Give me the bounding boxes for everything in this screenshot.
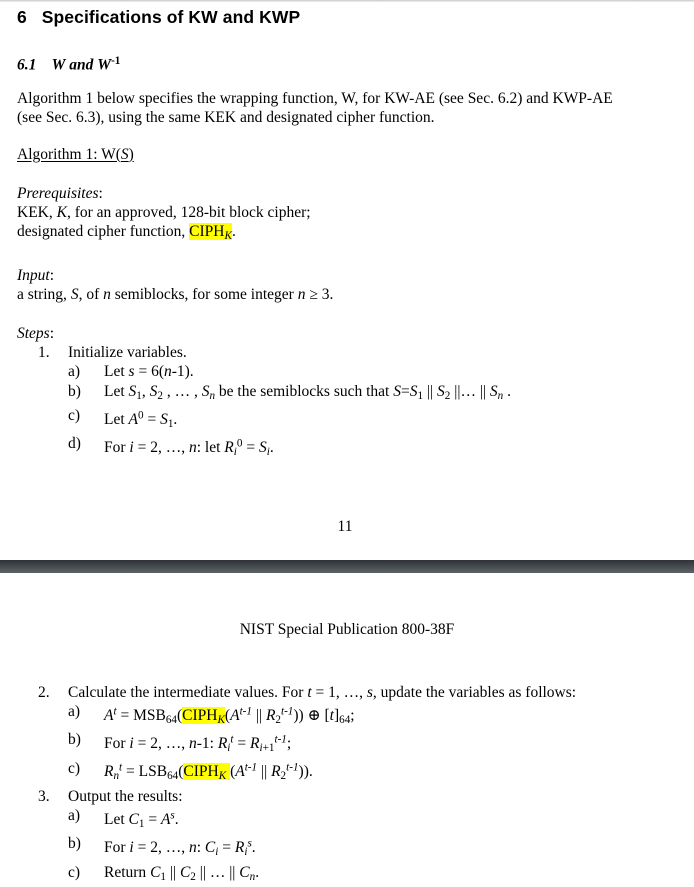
subsection-heading-gap <box>36 57 51 74</box>
step-number-2: 2. <box>38 683 50 701</box>
subsection-title-winv: W <box>97 56 112 74</box>
input-symbol-n2: n <box>297 285 306 303</box>
prereq-kek-text: KEK, <box>17 203 57 221</box>
algorithm-title-suffix: ) <box>128 145 134 163</box>
spacer <box>17 573 677 621</box>
input-text-d: ≥ 3. <box>305 285 334 303</box>
prerequisites-line-1 <box>17 203 677 222</box>
subsection-number: 6.1 <box>17 56 37 74</box>
ciph-highlight-2: $CIPH_K$ <box>182 706 225 726</box>
substep-item-3a <box>68 806 677 834</box>
substeps-list-3 <box>68 806 677 887</box>
intro-line-2: (see Sec. 6.3), using the same KEK and designated cipher function. <box>17 108 435 126</box>
substep-item-2c <box>68 759 677 787</box>
spacer <box>17 463 677 518</box>
input-text-b: , of <box>78 285 104 303</box>
substep-text-3b: For i = 2, …, n: $C_i = R_i^s$. <box>104 837 256 859</box>
step-text-3: Output the results: <box>68 787 183 805</box>
section-number: 6 <box>17 7 27 27</box>
prerequisites-label: Prerequisites <box>17 184 99 202</box>
intro-line-1: Algorithm 1 below specifies the wrapping function, W, for KW-AE (see Sec. 6.2) and KWP-AE <box>17 89 613 107</box>
substep-text-1a: Let s = 6(n-1). <box>104 363 194 381</box>
substep-item-1d <box>68 434 677 462</box>
steps-block <box>17 324 677 463</box>
input-description <box>17 285 677 304</box>
step-number-1: 1. <box>38 343 50 361</box>
page-number: 11 <box>337 517 353 535</box>
substep-number-1d: d) <box>68 435 81 453</box>
step-text-1: Initialize variables. <box>68 343 187 361</box>
step-text-2: Calculate the intermediate values. For t = 1, …, s, update the variables as follows: <box>68 683 577 701</box>
subsection-title-w: W <box>51 56 66 74</box>
section-heading-gap <box>27 7 42 27</box>
steps-label-row: Steps: <box>17 324 55 342</box>
input-text-c: semiblocks, for some integer <box>110 285 298 303</box>
spacer <box>17 164 677 184</box>
input-label-row: Input: <box>17 266 55 284</box>
steps-list-continued <box>17 683 677 887</box>
algorithm-title-row <box>17 127 677 164</box>
ciph-subscript-1: K <box>224 229 232 242</box>
step-item-3 <box>17 787 677 887</box>
subsection-title-and-word: and <box>69 56 94 74</box>
substep-text-3c: Return $C_1$ || $C_2$ || … || $C_n$. <box>104 863 260 883</box>
step-item-2 <box>17 683 677 787</box>
prereq-designated-text: designated cipher function, <box>17 222 190 240</box>
prerequisites-block <box>17 184 677 246</box>
spacer <box>17 639 677 683</box>
step-item-1 <box>17 343 677 463</box>
substep-number-1a: a) <box>68 363 81 381</box>
spacer <box>17 304 677 324</box>
ciph-highlight-3: $CIPH_K$ <box>183 763 230 780</box>
substep-text-2c: $R_n^t$ = $LSB_{64}(CIPH_K$ ($A^{t-1}$ || $R_2^{t-1}$)). <box>104 761 313 783</box>
spacer <box>0 536 694 560</box>
steps-label: Steps <box>17 324 50 342</box>
input-label: Input <box>17 266 50 284</box>
substep-text-3a: Let $C_1 = A^s$. <box>104 809 179 830</box>
publication-header: NIST Special Publication 800-38F <box>239 620 455 638</box>
substep-number-3a: a) <box>68 807 81 825</box>
substep-text-1d: For i = 2, …, n: let $R_i^0 = S_i$. <box>104 437 274 459</box>
algorithm-title-prefix: Algorithm 1: W( <box>17 145 121 163</box>
steps-block-continued <box>17 683 677 887</box>
substep-text-2a: $A^t$ = $MSB_{64}(CIPH_K(A^{t-1}$ || $R_2^{t-1}$)) ⊕ $[t]_{64}$; <box>104 705 355 726</box>
substeps-list-2 <box>68 702 677 787</box>
input-symbol-n: n <box>103 285 111 303</box>
substep-item-2b <box>68 730 677 758</box>
substep-text-2b: For i = 2, …, n-1: $R_i^t = R_{i+1}^{t-1}$; <box>104 733 292 755</box>
ciph-label-1: CIPH <box>189 222 225 240</box>
substep-number-2b: b) <box>68 731 81 749</box>
page-break-divider <box>0 560 694 573</box>
substep-item-3b <box>68 834 677 862</box>
algorithm-title <box>17 146 134 164</box>
prerequisites-label-row: Prerequisites: <box>17 184 103 202</box>
substep-item-1a <box>68 362 677 382</box>
substep-item-2a <box>68 702 677 730</box>
spacer <box>17 246 677 266</box>
substep-item-1c <box>68 406 677 434</box>
input-symbol-s: S <box>70 285 79 303</box>
substep-text-1c: Let $A^0 = S_1$. <box>104 409 178 430</box>
substep-item-1b <box>68 382 677 407</box>
prereq-cipher-text: , for an approved, 128-bit block cipher; <box>66 203 311 221</box>
substep-number-3b: b) <box>68 835 81 853</box>
algorithm-title-arg: S <box>120 145 129 163</box>
input-block <box>17 266 677 304</box>
substep-number-1c: c) <box>68 407 81 425</box>
section-heading <box>17 0 677 28</box>
substep-number-2a: a) <box>68 703 81 721</box>
intro-paragraph <box>17 75 677 127</box>
section-title: Specifications of KW and KWP <box>41 7 301 27</box>
substep-text-1b: Let $S_1$, $S_2$ , … , $S_n$ be the semiblocks such that $S=S_1$ || $S_2$ ||… || $S_n$ . <box>104 382 511 402</box>
substep-number-2c: c) <box>68 759 81 777</box>
substeps-list-1 <box>68 362 677 462</box>
prerequisites-line-2 <box>17 222 677 246</box>
substep-item-3c <box>68 863 677 887</box>
subsection-title-winv-exp: -1 <box>111 55 121 67</box>
substep-number-3c: c) <box>68 863 81 881</box>
subsection-heading <box>17 28 677 75</box>
steps-list <box>17 343 677 463</box>
step-number-3: 3. <box>38 787 50 805</box>
document-page-12 <box>0 573 694 887</box>
prereq-period: . <box>231 222 236 240</box>
prereq-key-symbol: K <box>56 203 67 221</box>
input-text-a: a string, <box>17 285 71 303</box>
substep-number-1b: b) <box>68 382 81 400</box>
ciph-highlight-1 <box>189 223 232 240</box>
